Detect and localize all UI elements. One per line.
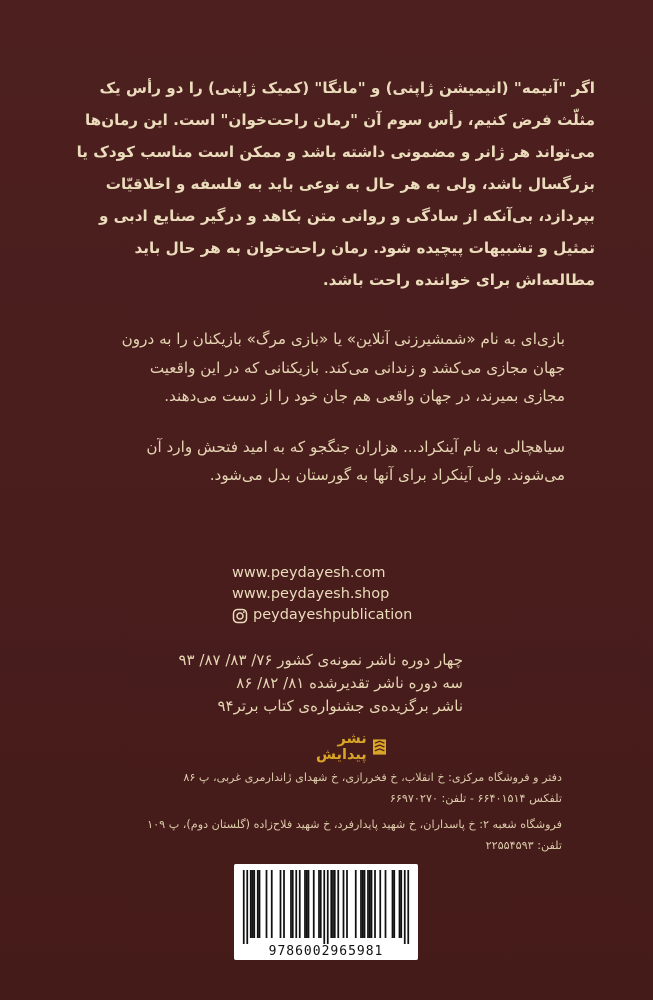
barcode-bar — [304, 870, 306, 938]
barcode-bar — [400, 870, 402, 938]
barcode-bar — [308, 870, 310, 938]
barcode-bar — [332, 870, 334, 938]
barcode-bar — [250, 870, 252, 938]
barcode-bar — [364, 870, 366, 938]
barcode-bar — [280, 870, 282, 938]
publisher-brand — [286, 731, 386, 763]
barcode-bar — [367, 870, 369, 938]
barcode-bar — [392, 870, 394, 938]
barcode-bars — [234, 864, 418, 944]
barcode-bar — [371, 870, 373, 938]
barcode-bar — [346, 870, 348, 938]
barcode-bar — [295, 870, 297, 938]
intro-paragraph: اگر "آنیمه" (انیمیشن ژاپنی) و "مانگا" (کمیک ژاپنی) را دو رأس یک مثلّث فرض کنیم، رأس سوم آن "رمان راحت‌خوان" است. این رمان‌ها می‌تواند هر ژانر و مضمونی داشته باشد و ممکن است مناسب کودک یا بزرگسال باشد، ولی به هر حال به نوعی باید به فلسفه و اخلاقیّات بپردازد، بی‌آنکه از سادگی و روانی متن بکاهد و درگیر صنایع ادبی و تمثیل و تشبیهات پیچیده شود. رمان راحت‌خوان به هر حال باید مطالعه‌اش برای خواننده راحت باشد. — [76, 79, 595, 289]
book-stack-icon — [373, 739, 386, 755]
barcode-bar — [362, 870, 364, 938]
barcode-bar — [404, 870, 406, 944]
barcode-bar — [407, 870, 409, 944]
isbn-number: 9786002965981 — [268, 944, 384, 959]
barcode-bar — [243, 870, 245, 944]
barcode-bar — [283, 870, 285, 938]
branch-phone: تلفن: ۲۲۵۵۴۵۹۳ — [485, 839, 562, 852]
barcode-bar — [360, 870, 362, 938]
award-line: ناشر برگزیده‌ی جشنواره‌ی کتاب برتر۹۴ — [217, 697, 463, 715]
barcode-bar — [306, 870, 308, 938]
barcode-bar — [252, 870, 254, 938]
synopsis-paragraph-1: بازی‌ای به نام «شمشیرزنی آنلاین» یا «بازی مرگ» بازیکنان را به درون جهان مجازی می‌کشد و زندانی می‌کند. بازیکنانی که در این واقعیت مجازی بمیرند، در جهان واقعی هم جان خود را از دست می‌دهند. — [121, 330, 565, 405]
award-line: چهار دوره ناشر نمونه‌ی کشور ۷۶/ ۸۳/ ۸۷/ ۹۳ — [178, 651, 463, 669]
website-link[interactable]: www.peydayesh.com — [232, 565, 386, 581]
central-office-phone: تلفکس ۶۶۴۰۱۵۱۴ - تلفن: ۶۶۹۷۰۲۷۰ — [389, 792, 562, 805]
barcode-bar — [343, 870, 345, 938]
barcode-bar — [327, 870, 329, 944]
publisher-name: نشر پیدایش — [316, 731, 367, 763]
intro-text — [70, 72, 595, 296]
barcode-bar — [299, 870, 301, 938]
synopsis — [118, 325, 565, 512]
barcode-bar — [330, 870, 332, 938]
branch-address: فروشگاه شعبه ۲: خ پاسداران، خ شهید پایدارفرد، خ شهید فلاح‌زاده (گلستان دوم)، پ ۱۰۹ — [147, 818, 562, 831]
barcode-bar — [292, 870, 294, 938]
barcode-bar — [385, 870, 387, 938]
barcode — [234, 864, 418, 960]
barcode-bar — [374, 870, 376, 938]
barcode-bar — [246, 870, 248, 944]
awards-list — [130, 649, 463, 718]
barcode-bar — [257, 870, 259, 938]
central-office-address: دفتر و فروشگاه مرکزی: خ انقلاب، خ فخررازی، خ شهدای ژاندارمری غربی، پ ۸۶ — [183, 771, 562, 784]
barcode-bar — [323, 870, 325, 944]
instagram-link[interactable]: peydayeshpublication — [253, 607, 413, 623]
barcode-bar — [369, 870, 371, 938]
shop-link[interactable]: www.peydayesh.shop — [232, 586, 390, 602]
barcode-bar — [253, 870, 255, 938]
barcode-bar — [334, 870, 336, 938]
barcode-bar — [290, 870, 292, 938]
barcode-bar — [337, 870, 339, 938]
award-line: سه دوره ناشر تقدیرشده ۸۱/ ۸۲/ ۸۶ — [236, 674, 463, 692]
barcode-bar — [379, 870, 381, 938]
instagram-icon — [232, 608, 248, 624]
synopsis-paragraph-2: سیاهچالی به نام آینکراد... هزاران جنگجو که به امید فتحش وارد آن می‌شوند. ولی آینکراد برای آنها به گورستان بدل می‌شود. — [146, 437, 565, 484]
barcode-bar — [259, 870, 261, 938]
barcode-bar — [266, 870, 268, 938]
barcode-bar — [271, 870, 273, 938]
barcode-bar — [399, 870, 401, 938]
barcode-bar — [393, 870, 395, 938]
barcode-bar — [355, 870, 357, 938]
barcode-bar — [318, 870, 320, 938]
barcode-bar — [313, 870, 315, 938]
publisher-links — [232, 563, 452, 626]
barcode-bar — [320, 870, 322, 938]
